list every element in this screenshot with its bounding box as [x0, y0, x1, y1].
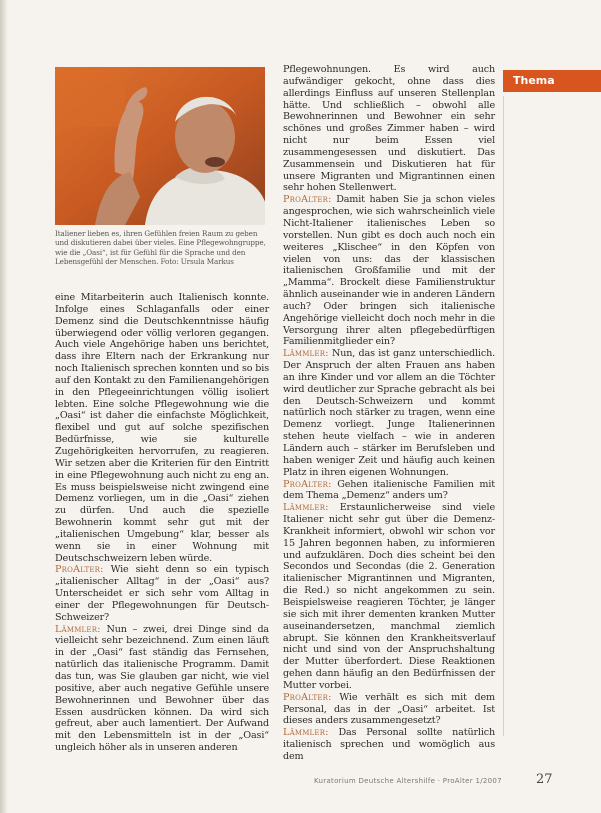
speaker-label: Lämmler: — [55, 623, 101, 635]
speaker-label: ProAlter: — [283, 194, 332, 206]
footer-source: Kuratorium Deutsche Altershilfe · ProAlter 1/2007 — [314, 777, 502, 785]
speaker-label: Lämmler: — [283, 727, 329, 739]
paragraph-text: Das Personal sollte natürlich italienisch sprechen und womöglich aus dem — [283, 727, 495, 762]
speaker-label: Lämmler: — [283, 348, 329, 360]
paragraph — [55, 564, 269, 623]
paragraph-text: Wie sieht denn so ein typisch „italienischer Alltag“ in der „Oasi“ aus? Unterscheidet er sich sehr vom Alltag in einer der Pflegewohnungen für Deutsch-Schweizer? — [55, 564, 269, 623]
section-divider — [503, 96, 504, 736]
paragraph — [283, 727, 495, 763]
speaker-label: ProAlter: — [55, 564, 104, 576]
paragraph — [55, 292, 269, 564]
paragraph-text: Damit haben Sie ja schon vieles angesprochen, wie sich wahrscheinlich viele Nicht-Italiener italienisches Leben so vorstellen. Nun gibt es doch auch noch ein weiteres „Klischee“ in den Köpfen von vielen von uns: das der klassischen italienischen Großfamilie und mit der „Mamma“. Brockelt diese Familienstruktur ähnlich auseinander wie in anderen Ländern auch? Oder bringen sich italienische Angehörige vielleicht doch noch mehr in die Versorgung ihrer alten pflegebedürftigen Familienmitglieder ein? — [283, 194, 495, 348]
photo-caption: Italiener lieben es, ihren Gefühlen freien Raum zu geben und diskutieren dabei über vieles. Eine Pflegewohngruppe, wie die „Oasi“, ist für Gefühl für die Sprache und den Lebensgefühl der Menschen. Foto: Ursula Markus — [55, 229, 266, 267]
paragraph-text: Pflegewohnungen. Es wird auch aufwändiger gekocht, ohne dass dies allerdings Einfluss auf unseren Stellenplan hätte. Und schließlich – obwohl alle Bewohnerinnen und Bewohner ein sehr schönes und großes Zimmer haben – wird nicht nur beim Essen viel zusammengesessen und diskutiert. Das Zusammensein und Diskutieren hat für unsere Migranten und Migrantinnen einen sehr hohen Stellenwert. — [283, 64, 495, 194]
paragraph-text: Erstaunlicherweise sind viele Italiener nicht sehr gut über die Demenz-Krankheit informiert, obwohl wir schon vor 15 Jahren begonnen haben, zu informieren und aufzuklären. Doch dies scheint bei den Secondos und Secondas (die 2. Generation italienischer Migrantinnen und Migranten, die Red.) so nicht angekommen zu sein. Beispielsweise reagieren Töchter, je länger sie sich mit ihrer dementen kranken Mutter auseinandersetzen, manchmal ziemlich abrupt. Sie können den Krankheitsverlauf nicht und sind von der Anspruchshaltung der Mutter überfordert. Diese Reaktionen gehen dann häufig an den Bedürfnissen der Mutter vorbei. — [283, 502, 495, 691]
paragraph — [283, 479, 495, 503]
page-gutter-shadow — [0, 0, 8, 813]
paragraph-text: Gehen italienische Familien mit dem Thema „Demenz“ anders um? — [283, 478, 495, 502]
speaker-label: Lämmler: — [283, 502, 329, 514]
paragraph — [55, 624, 269, 754]
speaker-label: ProAlter: — [283, 478, 332, 490]
paragraph-text: eine Mitarbeiterin auch Italienisch konnte. Infolge eines Schlaganfalls oder einer Demenz sind die Deutschkenntnisse häufig überwiegend oder völlig verloren gegangen. Auch viele Angehörige haben uns berichtet, dass ihre Eltern nach der Erkrankung nur noch Italienisch sprechen konnten und so bis auf den Kontakt zu den Familienangehörigen in den Pflegeeinrichtungen völlig isoliert lebten. Eine solche Pflegewohnung wie die „Oasi“ ist daher die einfachste Möglichkeit, flexibel und gut auf solche spezifischen Bedürfnisse, wie sie kulturelle Zugehörigkeiten hervorrufen, zu reagieren. Wir setzen aber die Kriterien für den Eintritt in eine Pflegewohnung auch nicht zu eng an. Es muss beispielsweise nicht zwingend eine Demenz vorliegen, um in die „Oasi“ ziehen zu dürfen. Und auch die spezielle Bewohnerin kommt sehr gut mit der „italienischen Umgebung“ klar, besser als wenn sie in einer Wohnung mit Deutschschweizern leben würde. — [55, 292, 269, 564]
paragraph-text: Nun – zwei, drei Dinge sind da vielleicht sehr bezeichnend. Zum einen läuft in der „Oasi“ fast ständig das Fernsehen, natürlich das italienische Programm. Damit das tun, was Sie glauben gar nicht, wie viel positive, aber auch negative Gefühle unsere Bewohnerinnen und Bewohner über das Essen ausdrücken können. Da wird sich gefreut, aber auch lamentiert. Der Aufwand mit den Lebensmitteln ist in der „Oasi“ ungleich höher als in unseren anderen — [55, 623, 270, 754]
paragraph — [283, 348, 495, 478]
left-text-column — [55, 292, 269, 754]
paragraph-text: Wie verhält es sich mit dem Personal, das in der „Oasi“ arbeitet. Ist dieses anders zusammengesetzt? — [283, 691, 495, 727]
paragraph — [283, 194, 495, 348]
paragraph — [283, 64, 495, 194]
paragraph — [283, 502, 495, 692]
paragraph — [283, 692, 495, 728]
speaker-label: ProAlter: — [283, 691, 332, 703]
paragraph-text: Nun, das ist ganz unterschiedlich. Der Anspruch der alten Frauen ans haben an ihre Kinder und vor allem an die Töchter wird deutlicher zur Sprache gebracht als bei den Deutsch-Schweizern und kommt natürlich noch stärker zu tragen, wenn eine Demenz vorliegt. Junge Italienerinnen stehen heute vielfach – wie in anderen Ländern auch – stärker im Berufsleben und haben weniger Zeit und häufig auch keinen Platz in ihren eigenen Wohnungen. — [283, 348, 495, 478]
page-number: 27 — [536, 772, 553, 787]
photo-elderly-man — [55, 67, 265, 225]
right-text-column — [283, 64, 495, 763]
section-tab: Thema — [503, 70, 601, 92]
